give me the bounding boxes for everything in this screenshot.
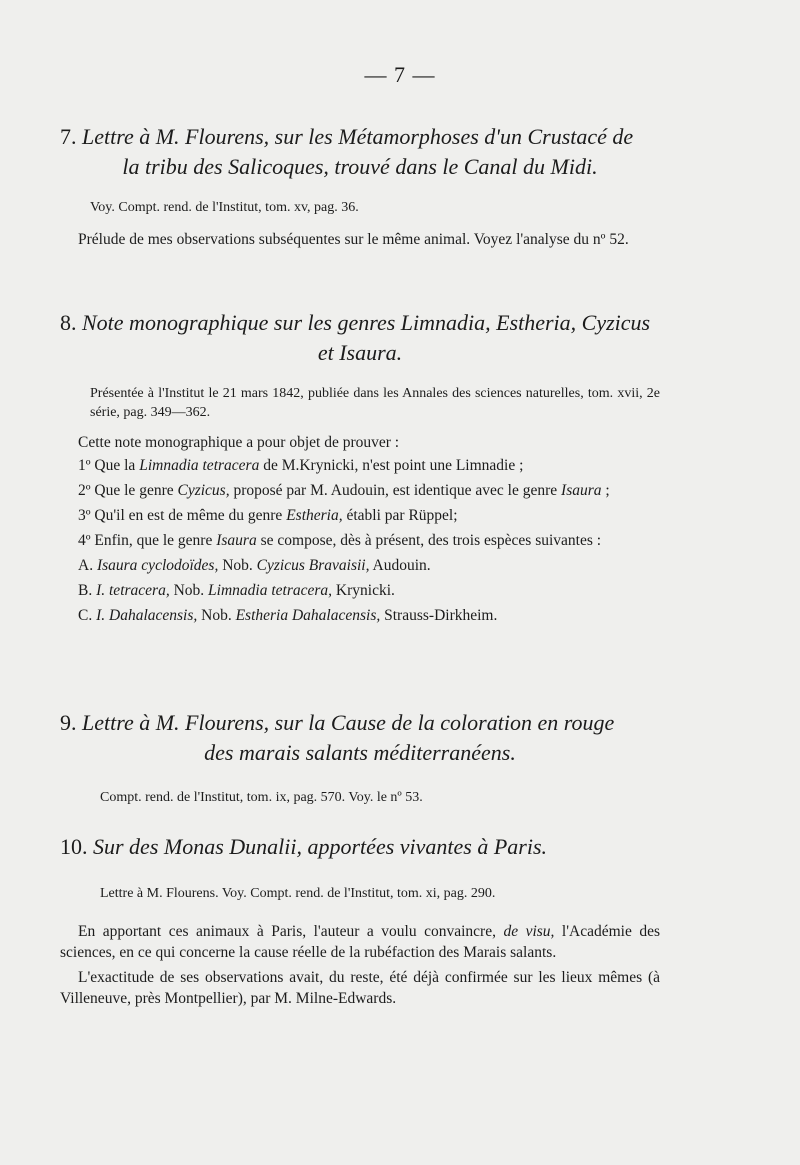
title-line: des marais salants méditerranéens. [204,740,516,765]
points-list [60,453,660,628]
reference: Compt. rend. de l'Institut, tom. ix, pag. 570. Voy. le nº 53. [100,790,423,805]
entry-8 [60,308,660,628]
entry-9 [60,708,660,807]
reference: Lettre à M. Flourens. Voy. Compt. rend. de l'Institut, tom. xi, pag. 290. [100,886,496,901]
reference: Présentée à l'Institut le 21 mars 1842, publiée dans les Annales des sciences naturelles, tom. xvii, 2e série, pag. 349—362. [90,386,660,420]
entry-title [60,832,660,862]
entry-7 [60,122,660,250]
entry-description: En apportant ces animaux à Paris, l'auteur a voulu convaincre, de visu, l'Académie des sciences, en ce qui concerne la cause réelle de la rubéfaction des Marais salants. [60,923,660,961]
list-item: 1º Que la Limnadia tetracera de M.Krynicki, n'est point une Limnadie ; [78,457,524,474]
entry-title [60,308,660,368]
intro-text: Cette note monographique a pour objet de prouver : [78,434,400,451]
entry-description: Prélude de mes observations subséquentes sur le même animal. Voyez l'analyse du nº 52. [78,231,629,248]
title-line: Lettre à M. Flourens, sur la Cause de la coloration en rouge [82,710,615,735]
species-item: A. Isaura cyclodoïdes, Nob. Cyzicus Bravaisii, Audouin. [78,557,431,574]
title-line: Sur des Monas Dunalii, apportées vivantes à Paris. [93,834,548,859]
species-item: B. I. tetracera, Nob. Limnadia tetracera, Krynicki. [78,582,395,599]
reference: Voy. Compt. rend. de l'Institut, tom. xv, pag. 36. [90,200,359,215]
entry-10 [60,832,660,1009]
entry-description: L'exactitude de ses observations avait, du reste, été déjà confirmée sur les lieux mêmes (à Villeneuve, près Montpellier), par M. Milne-Edwards. [60,969,660,1007]
page-number: — 7 — [364,62,436,87]
entry-number: 7. [60,124,77,149]
list-item: 3º Qu'il en est de même du genre Estheria, établi par Rüppel; [78,507,458,524]
list-item: 4º Enfin, que le genre Isaura se compose, dès à présent, des trois espèces suivantes : [78,532,602,549]
title-line: Lettre à M. Flourens, sur les Métamorphoses d'un Crustacé de [82,124,634,149]
title-line: la tribu des Salicoques, trouvé dans le Canal du Midi. [122,154,598,179]
entry-title [60,708,660,768]
entry-title [60,122,660,182]
entry-number: 8. [60,310,77,335]
list-item: 2º Que le genre Cyzicus, proposé par M. Audouin, est identique avec le genre Isaura ; [78,482,610,499]
entry-number: 9. [60,710,77,735]
title-line: et Isaura. [317,340,403,365]
entry-number: 10. [60,834,88,859]
title-line: Note monographique sur les genres Limnadia, Estheria, Cyzicus [82,310,651,335]
species-item: C. I. Dahalacensis, Nob. Estheria Dahalacensis, Strauss-Dirkheim. [78,607,498,624]
